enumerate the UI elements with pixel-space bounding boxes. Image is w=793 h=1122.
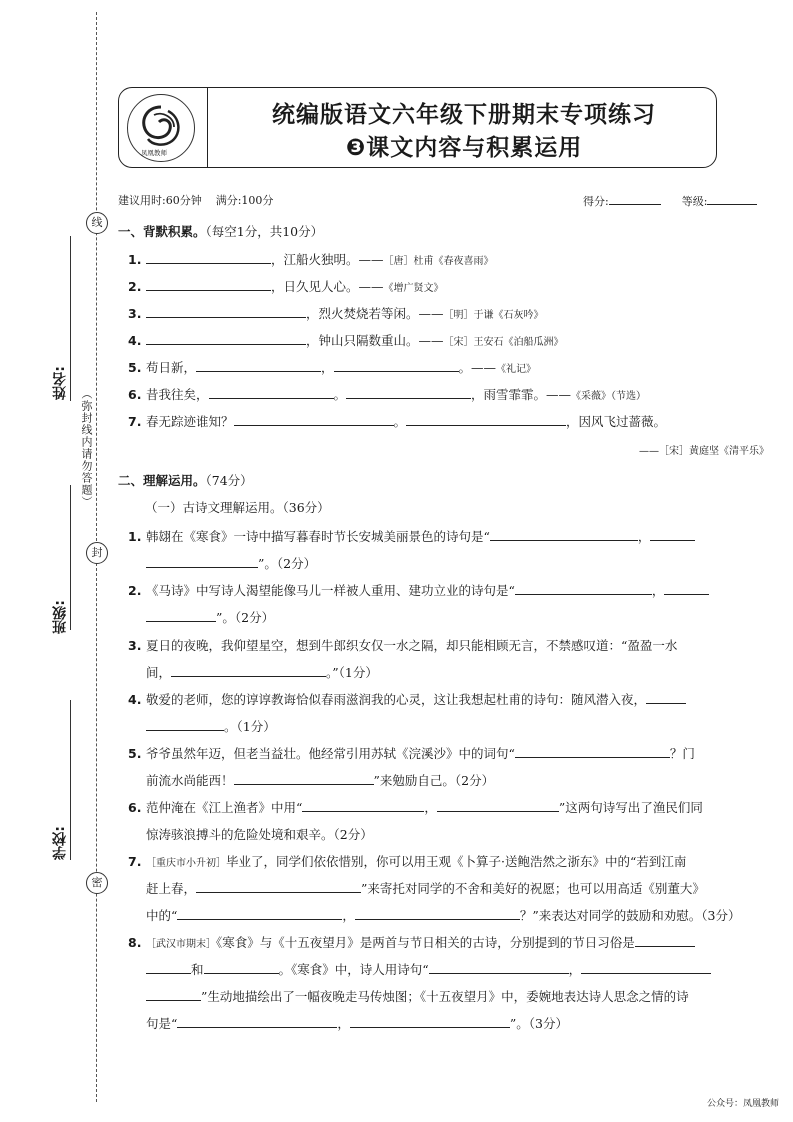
grade-blank[interactable] xyxy=(707,192,757,205)
answer-blank[interactable] xyxy=(146,332,306,345)
seal-notice: （弥封线内请勿答题） xyxy=(80,388,93,508)
class-fill-line[interactable] xyxy=(70,485,71,630)
answer-blank[interactable] xyxy=(646,691,686,704)
page-title: 统编版语文六年级下册期末专项练习 xyxy=(272,102,656,128)
answer-blank[interactable] xyxy=(350,1015,510,1028)
answer-blank[interactable] xyxy=(406,413,566,426)
s2-q8-line4: 句是“ ， ”。（3分） xyxy=(146,1016,568,1031)
answer-blank[interactable] xyxy=(650,528,695,541)
s2-question-8: 8. ［武汉市期末］《寒食》与《十五夜望月》是两首与节日相关的古诗，分别提到的节日习俗是 xyxy=(128,933,695,951)
publisher-logo xyxy=(127,94,195,162)
s1-question-5: 5. 苟日新， ， 。——《礼记》 xyxy=(128,360,537,375)
answer-blank[interactable] xyxy=(515,745,670,758)
answer-blank[interactable] xyxy=(302,799,424,812)
s2-q4-line2: 。（1分） xyxy=(146,717,276,735)
s2-q7-line2: 赶上春， ”来寄托对同学的不舍和美好的祝愿；也可以用高适《别董大》 xyxy=(146,881,705,896)
answer-blank[interactable] xyxy=(635,934,695,947)
score-label: 得分: xyxy=(583,195,609,208)
answer-blank[interactable] xyxy=(146,961,191,974)
score-blank[interactable] xyxy=(609,192,661,205)
s2-question-1: 1. 韩翃在《寒食》一诗中描写暮春时节长安城美丽景色的诗句是“ ， xyxy=(128,527,695,545)
s2-q6-line2: 惊涛骇浪搏斗的危险处境和艰辛。（2分） xyxy=(146,827,373,842)
answer-blank[interactable] xyxy=(146,251,271,264)
suggested-time: 建议用时:60分钟 xyxy=(118,194,202,207)
s2-q7-line3: 中的“ ， ？”来表达对同学的鼓励和劝慰。（3分） xyxy=(146,908,741,923)
logo-caption: 凤凰教师 xyxy=(141,149,167,157)
answer-blank[interactable] xyxy=(146,718,224,731)
s1-question-2: 2. ，日久见人心。——《增广贤文》 xyxy=(128,279,444,294)
s1-question-3: 3. ，烈火焚烧若等闲。——［明］于谦《石灰吟》 xyxy=(128,306,544,321)
title-divider xyxy=(207,88,208,167)
answer-blank[interactable] xyxy=(171,664,326,677)
seal-mark-secret: 密 xyxy=(86,872,108,894)
answer-blank[interactable] xyxy=(204,961,279,974)
answer-blank[interactable] xyxy=(334,359,459,372)
answer-blank[interactable] xyxy=(664,582,709,595)
s2-q2-line2: ”。（2分） xyxy=(146,608,274,626)
answer-blank[interactable] xyxy=(234,772,374,785)
answer-blank[interactable] xyxy=(490,528,638,541)
s2-question-4: 4. 敬爱的老师，您的谆谆教诲恰似春雨滋润我的心灵，这让我想起杜甫的诗句：随风潜入夜， xyxy=(128,690,686,708)
title-box xyxy=(118,87,717,168)
meta-time xyxy=(118,192,273,208)
s1-question-7: 7. 春无踪迹谁知？ 。 ，因风飞过蔷薇。 xyxy=(128,414,667,429)
grade-label: 等级: xyxy=(681,195,708,208)
section2-subheading: （一）古诗文理解运用。（36分） xyxy=(145,500,330,515)
answer-blank[interactable] xyxy=(196,880,361,893)
answer-blank[interactable] xyxy=(196,359,321,372)
answer-blank[interactable] xyxy=(177,907,342,920)
answer-blank[interactable] xyxy=(209,386,334,399)
footer-credit: 公众号：凤凰教师 xyxy=(706,1099,779,1109)
answer-blank[interactable] xyxy=(146,988,201,1001)
seal-mark-seal: 封 xyxy=(86,542,108,564)
s1-question-4: 4. ，钟山只隔数重山。——［宋］王安石《泊船瓜洲》 xyxy=(128,333,564,348)
answer-blank[interactable] xyxy=(346,386,471,399)
s2-q8-line3: ”生动地描绘出了一幅夜晚走马传烛图；《十五夜望月》中，委婉地表达诗人思念之情的诗 xyxy=(146,987,689,1005)
s1-q7-source: ——［宋］黄庭坚《清平乐》 xyxy=(639,446,769,457)
s2-question-3: 3. 夏日的夜晚，我仰望星空，想到牛郎织女仅一水之隔，却只能相顾无言，不禁感叹道：“盈盈一水 xyxy=(128,638,678,653)
s1-question-6: 6. 昔我往矣， 。 ，雨雪霏霏。——《采薇》（节选） xyxy=(128,387,647,402)
section2-heading: 二、理解运用。（74分） xyxy=(118,473,253,488)
s2-question-7: 7. ［重庆市小升初］毕业了，同学们依依惜别，你可以用王观《卜算子·送鲍浩然之浙东》中的“若到江南 xyxy=(128,854,687,869)
section1-heading: 一、背默积累。（每空1分，共10分） xyxy=(118,224,324,239)
full-score: 满分:100分 xyxy=(215,194,274,207)
s2-question-5: 5. 爷爷虽然年迈，但老当益壮。他经常引用苏轼《浣溪沙》中的词句“ ？门 xyxy=(128,746,695,761)
s2-q8-line2: 和 。《寒食》中，诗人用诗句“ ， xyxy=(146,960,711,978)
s2-question-6: 6. 范仲淹在《江上渔者》中用“ ， ”这两句诗写出了渔民们同 xyxy=(128,800,703,815)
page-subtitle: ❸课文内容与积累运用 xyxy=(345,135,583,161)
name-fill-line[interactable] xyxy=(70,236,71,401)
answer-blank[interactable] xyxy=(177,1015,337,1028)
answer-blank[interactable] xyxy=(146,555,258,568)
name-label: 姓名: xyxy=(52,366,68,400)
school-label: 学校: xyxy=(52,826,68,860)
class-label: 班级: xyxy=(52,600,68,634)
answer-blank[interactable] xyxy=(429,961,569,974)
answer-blank[interactable] xyxy=(355,907,520,920)
s1-question-1: 1. ，江船火独明。——［唐］杜甫《春夜喜雨》 xyxy=(128,252,494,267)
seal-mark-line: 线 xyxy=(86,212,108,234)
answer-blank[interactable] xyxy=(581,961,711,974)
s2-q5-line2: 前流水尚能西！ ”来勉励自己。（2分） xyxy=(146,773,495,788)
meta-score xyxy=(583,192,757,209)
s2-q1-line2: ”。（2分） xyxy=(146,554,316,572)
answer-blank[interactable] xyxy=(515,582,652,595)
answer-blank[interactable] xyxy=(146,609,216,622)
answer-blank[interactable] xyxy=(146,305,306,318)
s2-q3-line2: 间， 。”（1分） xyxy=(146,665,378,680)
answer-blank[interactable] xyxy=(146,278,271,291)
answer-blank[interactable] xyxy=(437,799,559,812)
answer-blank[interactable] xyxy=(234,413,394,426)
school-fill-line[interactable] xyxy=(70,700,71,860)
s2-question-2: 2. 《马诗》中写诗人渴望能像马儿一样被人重用、建功立业的诗句是“ ， xyxy=(128,581,709,599)
